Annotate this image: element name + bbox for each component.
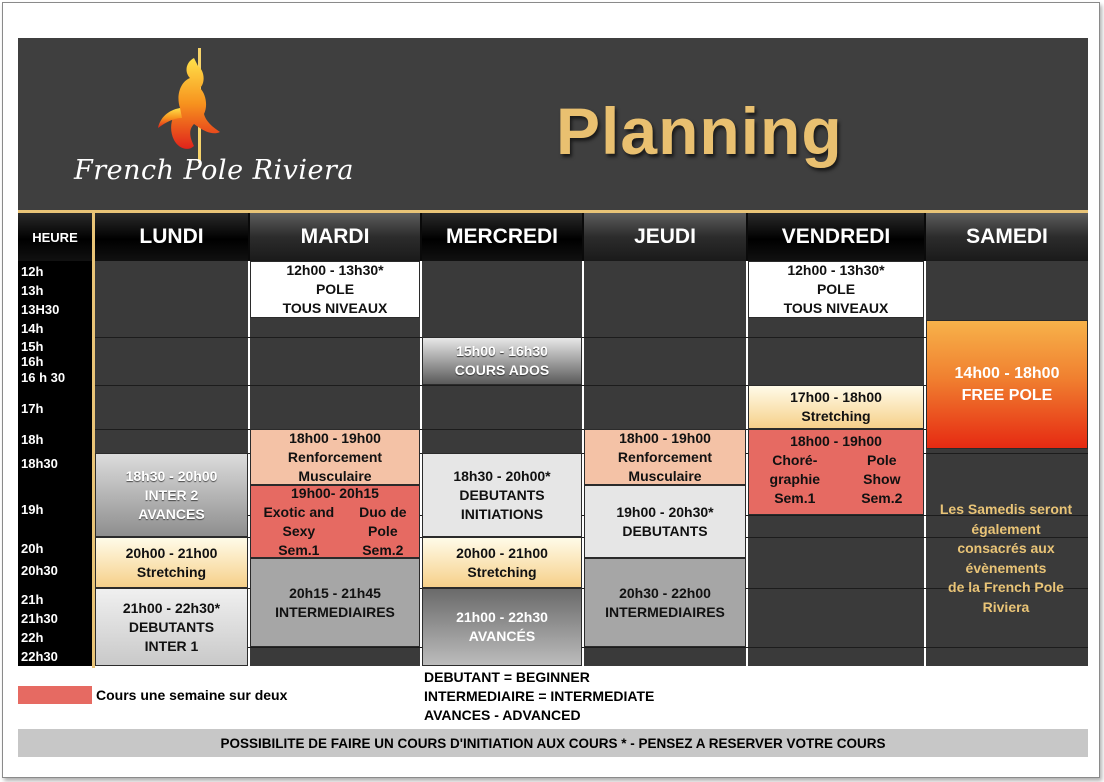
course-time: 18h00 - 19h00 xyxy=(790,433,882,449)
course-time: 20h00 - 21h00 xyxy=(456,544,548,561)
course-name: DEBUTANTS xyxy=(128,618,215,635)
course-name: INTER 2 xyxy=(144,486,199,503)
course-time: 21h00 - 22h30 xyxy=(456,609,548,625)
course-time: 20h15 - 21h45 xyxy=(289,584,381,601)
course-time: 14h00 - 18h00 xyxy=(954,364,1060,382)
course-jeudi-intermediaires[interactable] xyxy=(584,558,746,647)
course-mercredi-stretching[interactable] xyxy=(422,537,582,588)
course-name: Renforcement xyxy=(617,448,713,465)
course-name: FREE POLE xyxy=(961,386,1053,404)
course-name: Pole xyxy=(867,452,897,468)
legend-text: Cours une semaine sur deux xyxy=(96,687,288,703)
logo-text: French Pole Riviera xyxy=(74,155,354,186)
course-name: Pole xyxy=(368,522,398,539)
time-label: 21h30 xyxy=(21,611,58,626)
time-label: 18h xyxy=(21,432,44,447)
day-header-vendredi: VENDREDI xyxy=(748,213,924,261)
course-name: Renforcement xyxy=(287,448,383,465)
course-level: AVANCÉS xyxy=(468,628,536,644)
course-mardi-exotic-duo[interactable] xyxy=(250,485,420,558)
note-line: consacrés aux xyxy=(957,540,1055,556)
course-vendredi-pole[interactable] xyxy=(748,261,924,318)
course-time: 19h00- 20h15 xyxy=(291,484,379,501)
time-label: 22h30 xyxy=(21,649,58,664)
course-time: 18h30 - 20h00* xyxy=(453,467,551,484)
glossary-line: INTERMEDIAIRE = INTERMEDIATE xyxy=(424,688,655,704)
legend-swatch-biweekly xyxy=(18,686,92,704)
course-level: TOUS NIVEAUX xyxy=(783,300,889,316)
course-level: TOUS NIVEAUX xyxy=(282,300,388,316)
glossary-line: DEBUTANT = BEGINNER xyxy=(424,669,590,685)
course-name: Sexy xyxy=(282,522,316,539)
course-week: Sem.1 xyxy=(278,541,320,558)
time-label: 13H30 xyxy=(21,302,60,317)
biweekly-right xyxy=(861,451,902,508)
time-label: 20h30 xyxy=(21,563,58,578)
course-name: Choré- xyxy=(772,452,818,468)
course-week: Sem.1 xyxy=(774,490,816,506)
course-name: Stretching xyxy=(801,408,871,424)
course-vendredi-choregraphie-show[interactable] xyxy=(748,429,924,515)
note-line: évènements xyxy=(965,559,1047,576)
glossary-line: AVANCES - ADVANCED xyxy=(424,707,581,723)
biweekly-split xyxy=(749,451,923,508)
time-label: 16h xyxy=(21,354,44,369)
course-time: 12h00 - 13h30* xyxy=(787,262,885,278)
course-mardi-pole[interactable] xyxy=(250,261,420,318)
course-name: Stretching xyxy=(136,563,207,580)
course-time: 20h00 - 21h00 xyxy=(125,544,218,561)
time-label: 15h xyxy=(21,339,44,354)
course-level: INTER 1 xyxy=(144,637,199,654)
course-name: POLE xyxy=(816,281,856,297)
note-line: également xyxy=(971,520,1041,537)
course-week: Sem.2 xyxy=(362,541,404,558)
course-lundi-stretching[interactable] xyxy=(95,537,248,588)
course-name: Duo de xyxy=(359,503,407,520)
time-label: 21h xyxy=(21,592,44,607)
time-label: 18h30 xyxy=(21,456,58,471)
day-header-mercredi: MERCREDI xyxy=(422,213,582,261)
course-time: 18h00 - 19h00 xyxy=(289,429,381,446)
biweekly-left xyxy=(770,451,821,508)
course-lundi-inter2[interactable] xyxy=(95,453,248,537)
note-line: de la French Pole xyxy=(948,579,1064,595)
biweekly-left xyxy=(263,503,334,560)
course-level: INTERMEDIAIRES xyxy=(605,603,725,620)
day-header-samedi: SAMEDI xyxy=(926,213,1088,261)
course-name: POLE xyxy=(315,281,355,297)
course-jeudi-debutants[interactable] xyxy=(584,485,746,558)
course-mercredi-debutants[interactable] xyxy=(422,453,582,537)
page-title: Planning xyxy=(556,94,843,168)
time-label: 22h xyxy=(21,630,44,645)
time-label: 17h xyxy=(21,401,44,416)
time-label: 14h xyxy=(21,321,44,336)
time-label: 13h xyxy=(21,283,44,298)
course-vendredi-stretching[interactable] xyxy=(748,385,924,429)
course-time: 12h00 - 13h30* xyxy=(286,262,384,278)
course-name: Exotic and xyxy=(263,503,335,520)
pole-dancer-logo-icon xyxy=(150,48,240,163)
course-time: 15h00 - 16h30 xyxy=(456,343,548,359)
day-header-mardi: MARDI xyxy=(250,213,420,261)
course-jeudi-renforcement[interactable] xyxy=(584,429,746,485)
samedi-events-note xyxy=(926,500,1086,617)
heure-header: HEURE xyxy=(18,213,92,261)
time-label: 16 h 30 xyxy=(21,370,66,385)
footer-note: POSSIBILITE DE FAIRE UN COURS D'INITIATION AUX COURS * - PENSEZ A RESERVER VOTRE COURS xyxy=(18,729,1088,757)
course-name: COURS ADOS xyxy=(454,362,550,378)
course-level: DEBUTANTS xyxy=(459,486,545,503)
course-level: AVANCES xyxy=(138,505,205,522)
course-name: graphie xyxy=(769,471,821,487)
note-line: Riviera xyxy=(982,598,1030,615)
day-header-lundi: LUNDI xyxy=(95,213,248,261)
biweekly-split xyxy=(251,503,419,560)
course-level: INTERMEDIAIRES xyxy=(275,603,395,620)
time-label: 12h xyxy=(21,264,44,279)
course-name: Stretching xyxy=(467,563,537,580)
course-week: Sem.2 xyxy=(861,490,903,506)
biweekly-right xyxy=(359,503,406,560)
course-name: Show xyxy=(863,471,901,487)
course-time: 18h30 - 20h00 xyxy=(125,467,218,484)
course-mercredi-avances[interactable] xyxy=(422,588,582,666)
course-lundi-debutants[interactable] xyxy=(95,588,248,666)
course-time: 17h00 - 18h00 xyxy=(790,389,882,405)
level-glossary xyxy=(424,668,654,725)
course-level: DEBUTANTS xyxy=(622,522,708,539)
course-samedi-free-pole[interactable] xyxy=(926,320,1088,449)
day-header-jeudi: JEUDI xyxy=(584,213,746,261)
time-label: 19h xyxy=(21,502,44,517)
course-time: 19h00 - 20h30* xyxy=(616,503,714,520)
course-mercredi-ados[interactable] xyxy=(422,337,582,385)
course-time: 21h00 - 22h30* xyxy=(122,599,221,616)
course-time: 18h00 - 19h00 xyxy=(619,429,711,446)
course-time: 20h30 - 22h00 xyxy=(619,584,711,601)
course-mardi-intermediaires[interactable] xyxy=(250,558,420,647)
time-label: 20h xyxy=(21,541,44,556)
course-mardi-renforcement[interactable] xyxy=(250,429,420,485)
course-name-2: Musculaire xyxy=(628,467,702,484)
note-line: Les Samedis seront xyxy=(939,501,1073,517)
course-name-2: Musculaire xyxy=(298,467,372,484)
course-name: INITIATIONS xyxy=(460,505,544,522)
